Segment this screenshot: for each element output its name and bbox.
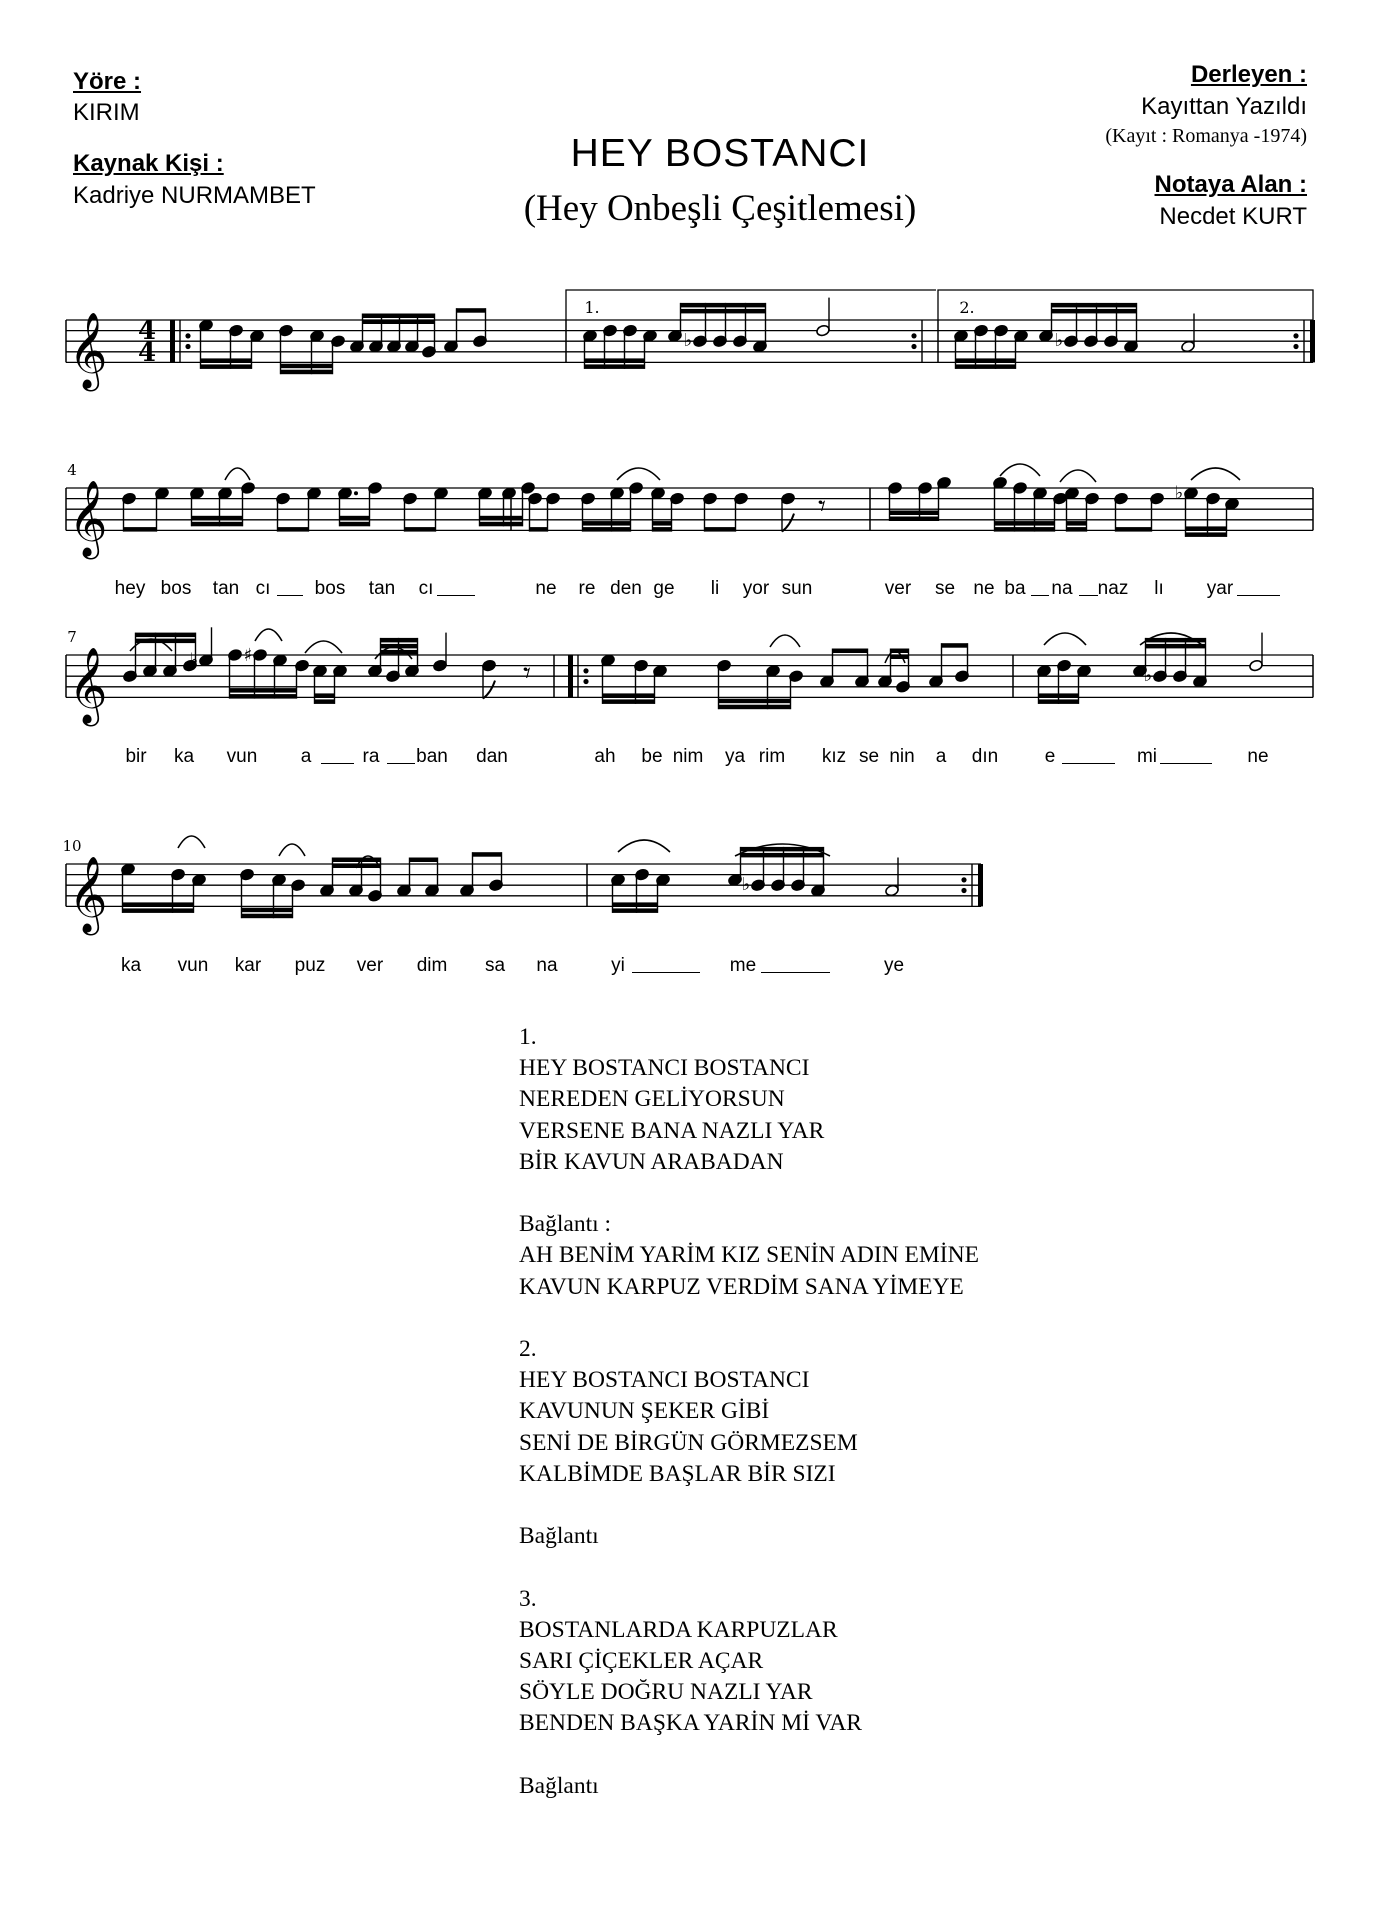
note-beam (381, 650, 418, 655)
lyric-extender-line (437, 595, 475, 596)
lyric-syllable: bos (160, 578, 192, 599)
note-beam (230, 688, 297, 693)
lyric-syllable: nim (672, 746, 704, 767)
note-beam (473, 852, 502, 857)
yore-value: KIRIM (73, 99, 140, 126)
note-beam (1146, 644, 1206, 649)
lyrics-text (519, 1022, 1219, 1802)
verse-line: 3. (519, 1585, 537, 1612)
lyric-syllable: ge (653, 578, 675, 599)
yore-label: Yöre : (73, 68, 142, 95)
note-beam (890, 517, 939, 522)
half-note (1181, 340, 1196, 353)
half-note (816, 324, 831, 337)
note-beam (891, 655, 909, 660)
lyric-syllable: dan (476, 746, 508, 767)
note-beam (201, 358, 252, 363)
lyric-syllable: mi (1136, 746, 1158, 767)
note-beam (1067, 527, 1087, 532)
lyric-syllable: lı (1154, 578, 1164, 599)
note-beam (192, 522, 243, 527)
lyric-syllable: li (710, 578, 720, 599)
repeat-dot (961, 888, 966, 893)
note-beam (653, 521, 672, 526)
repeat-start-thick (568, 655, 573, 697)
slur (225, 468, 250, 480)
lyric-extender-line (1062, 763, 1115, 764)
note-beam (613, 908, 658, 913)
lyric-syllable: rim (758, 746, 786, 767)
repeat-dot (911, 333, 916, 338)
verse-blank-line (519, 1178, 1219, 1209)
lyric-extender-line (321, 763, 354, 764)
page-title: HEY BOSTANCI (570, 132, 870, 175)
lyric-syllable: vun (226, 746, 258, 767)
note-beam (585, 364, 645, 369)
verse-line: Bağlantı (519, 1523, 599, 1550)
lyric-syllable: cı (255, 578, 271, 599)
lyric-syllable: ne (1247, 746, 1269, 767)
repeat-end-thick (978, 864, 983, 906)
repeat-dot (185, 333, 190, 338)
note-beam (585, 358, 645, 363)
note-beam (956, 364, 1016, 369)
note-beam (340, 516, 370, 521)
flat-icon: ♭ (189, 649, 199, 671)
repeat-end-thick (1310, 320, 1315, 362)
lyric-extender-line (277, 595, 303, 596)
lyric-extender-line (1160, 763, 1212, 764)
lyric-syllable: sa (484, 955, 506, 976)
repeat-dot (1293, 333, 1298, 338)
slur (1191, 468, 1240, 480)
lyric-syllable: ra (362, 746, 380, 767)
note-head (433, 659, 448, 672)
measure-number: 10 (62, 837, 82, 855)
note-beam (315, 693, 335, 698)
verse-blank-line (519, 1490, 1219, 1521)
half-note (885, 884, 900, 897)
verse-line: VERSENE BANA NAZLI YAR (519, 1117, 825, 1144)
verse-line: Bağlantı (519, 1772, 599, 1799)
lyric-syllable: sun (781, 578, 813, 599)
lyric-syllable: ne (973, 578, 995, 599)
repeat-dot (583, 679, 588, 684)
slur (770, 635, 800, 647)
lyric-syllable: ver (884, 578, 912, 599)
lyric-extender-line (1237, 595, 1280, 596)
note-beam (1052, 303, 1137, 308)
verse-line: KAVUN KARPUZ VERDİM SANA YİMEYE (519, 1273, 964, 1300)
score-marks (62, 290, 1315, 935)
lyric-syllable: ya (724, 746, 746, 767)
note-beam (719, 705, 791, 710)
note-beam (480, 516, 523, 521)
lyric-syllable: yar (1206, 578, 1234, 599)
lyric-syllable: ye (883, 955, 905, 976)
note-beam (278, 527, 309, 532)
slur (178, 836, 205, 848)
note-beam (363, 320, 435, 325)
lyric-syllable: vun (177, 955, 209, 976)
note-beam (123, 908, 194, 913)
note-head (781, 492, 796, 505)
derleyen-value: Kayıttan Yazıldı (1141, 93, 1307, 120)
lyric-syllable: bir (125, 746, 147, 767)
kaynak-kisi-label: Kaynak Kişi : (73, 150, 224, 177)
repeat-dot (185, 344, 190, 349)
lyric-syllable: tan (212, 578, 240, 599)
repeat-dot (1293, 344, 1298, 349)
measure-number: 7 (67, 628, 77, 646)
note-beam (705, 527, 736, 532)
lyric-syllable: ban (416, 746, 448, 767)
note-beam (136, 633, 196, 638)
note-beam (457, 308, 486, 313)
lyric-syllable: ba (1004, 578, 1026, 599)
half-note (1249, 659, 1264, 672)
lyric-syllable: ver (356, 955, 384, 976)
note-dot (354, 491, 358, 495)
note-beam (1067, 521, 1087, 526)
note-beam (230, 694, 297, 699)
verse-line: HEY BOSTANCI BOSTANCI (519, 1367, 810, 1394)
note-beam (681, 309, 766, 314)
slur (279, 844, 305, 856)
lyric-syllable: ka (120, 955, 142, 976)
lyric-extender-line (632, 972, 700, 973)
note-beam (1116, 527, 1152, 532)
note-beam (583, 527, 631, 532)
note-beam (242, 908, 293, 913)
note-flag (483, 681, 495, 699)
note-beam (653, 527, 672, 532)
note-beam (123, 902, 194, 907)
lyric-syllable: den (610, 578, 642, 599)
lyric-syllable: e (1044, 746, 1056, 767)
flat-icon: ♭ (1143, 665, 1153, 687)
note-head (482, 659, 497, 672)
note-beam (530, 527, 548, 532)
lyric-extender-line (761, 972, 830, 973)
lyric-extender-line (1031, 595, 1049, 596)
note-beam (363, 314, 435, 319)
note-beam (833, 649, 868, 654)
lyric-syllable: se (934, 578, 956, 599)
slur (617, 468, 660, 480)
lyric-syllable: yi (611, 955, 625, 976)
note-beam (956, 358, 1016, 363)
lyric-syllable: a (300, 746, 312, 767)
verse-line: SÖYLE DOĞRU NAZLI YAR (519, 1679, 813, 1706)
note-beam (613, 902, 658, 907)
note-beam (410, 858, 438, 863)
note-beam (315, 699, 335, 704)
notaya-alan-value: Necdet KURT (1159, 203, 1307, 230)
page-subtitle: (Hey Onbeşli Çeşitlemesi) (523, 188, 917, 229)
note-beam (603, 693, 655, 698)
verse-line: KALBİMDE BAŞLAR BİR SIZI (519, 1460, 836, 1487)
staff-systems (66, 320, 1313, 906)
verse-line: BİR KAVUN ARABADAN (519, 1148, 784, 1175)
slur (1044, 633, 1086, 645)
lyric-syllable: kız (821, 746, 847, 767)
flat-icon: ♭ (683, 330, 693, 352)
flat-icon: ♭ (1174, 482, 1184, 504)
note-beam (1052, 309, 1137, 314)
repeat-start-thick (170, 320, 175, 362)
verse-line: HEY BOSTANCI BOSTANCI (519, 1055, 810, 1082)
volta-label-1: 1. (584, 298, 600, 317)
note-beam (890, 511, 939, 516)
note-beam (1039, 693, 1079, 698)
note-beam (942, 643, 968, 648)
slur (255, 629, 282, 641)
note-beam (1039, 699, 1079, 704)
note-beam (242, 914, 293, 919)
derleyen-label: Derleyen : (1190, 61, 1307, 88)
lyric-syllable: tan (368, 578, 396, 599)
verse-line: BOSTANLARDA KARPUZLAR (519, 1616, 838, 1643)
note-beam (281, 364, 333, 369)
note-beam (681, 303, 766, 308)
note-beam (583, 521, 631, 526)
lyric-syllable: naz (1097, 578, 1129, 599)
verse-line: Bağlantı : (519, 1211, 612, 1238)
lyric-syllable: na (536, 955, 558, 976)
repeat-dot (583, 668, 588, 673)
verse-blank-line (519, 1552, 1219, 1583)
lyric-syllable: ne (535, 578, 557, 599)
lyric-syllable: ah (594, 746, 616, 767)
note-beam (741, 853, 824, 858)
note-beam (1186, 526, 1227, 531)
note-beam (719, 699, 791, 704)
time-signature-denominator: 4 (137, 338, 157, 368)
verse-blank-line (519, 1303, 1219, 1334)
verse-line: NEREDEN GELİYORSUN (519, 1086, 785, 1113)
flat-icon: ♭ (1054, 330, 1064, 352)
time-signature-numerator: 4 (137, 316, 157, 346)
eighth-rest-icon: 𝄾 (523, 656, 531, 691)
note-beam (480, 522, 523, 527)
verse-line: 1. (519, 1024, 537, 1050)
note-flag (782, 514, 794, 532)
lyric-syllable: me (729, 955, 757, 976)
lyric-extender-line (1079, 595, 1098, 596)
note-beam (340, 522, 370, 527)
note-beam (1186, 532, 1227, 537)
lyric-syllable: bos (314, 578, 346, 599)
note-beam (201, 364, 252, 369)
verse-line: BENDEN BAŞKA YARİN Mİ VAR (519, 1710, 862, 1737)
notaya-alan-label: Notaya Alan : (1154, 171, 1307, 198)
derleyen-note: (Kayıt : Romanya -1974) (1105, 125, 1307, 147)
note-beam (405, 527, 436, 532)
eighth-rest-icon: 𝄾 (818, 489, 826, 524)
note-beam (995, 521, 1055, 526)
note-beam (124, 527, 157, 532)
repeat-dot (961, 877, 966, 882)
note-beam (192, 516, 243, 521)
lyric-syllable: se (858, 746, 880, 767)
note-beam (603, 699, 655, 704)
lyric-syllable: yor (742, 578, 770, 599)
lyric-syllable: cı (418, 578, 434, 599)
lyric-syllable: kar (234, 955, 262, 976)
measure-number: 4 (67, 461, 77, 479)
lyric-syllable: be (641, 746, 663, 767)
verse-line: 2. (519, 1336, 537, 1362)
verse-blank-line (519, 1740, 1219, 1771)
slur (1000, 464, 1040, 476)
verse-line: SARI ÇİÇEKLER AÇAR (519, 1648, 764, 1674)
lyric-syllable: nin (889, 746, 915, 767)
verse-line: SENİ DE BİRGÜN GÖRMEZSEM (519, 1429, 858, 1456)
verse-line: AH BENİM YARİM KIZ SENİN ADIN EMİNE (519, 1242, 979, 1269)
lyric-syllable: dın (971, 746, 999, 767)
sharp-icon: ♯ (243, 645, 253, 666)
slur (618, 840, 670, 852)
flat-icon: ♭ (741, 874, 751, 896)
slur (1060, 470, 1096, 482)
repeat-dot (911, 344, 916, 349)
treble-clef-icon: 𝄞 (68, 479, 108, 557)
lyric-syllable: ka (173, 746, 195, 767)
verse-line: KAVUNUN ŞEKER GİBİ (519, 1398, 770, 1425)
slur (305, 641, 342, 653)
note-beam (281, 370, 333, 375)
lyric-syllable: a (935, 746, 947, 767)
treble-clef-icon: 𝄞 (68, 646, 108, 724)
lyric-syllable: re (578, 578, 596, 599)
lyric-syllable: na (1051, 578, 1073, 599)
note-beam (381, 638, 418, 643)
lyric-syllable: hey (114, 578, 146, 599)
lyric-syllable: dim (416, 955, 448, 976)
note-beam (995, 527, 1055, 532)
treble-clef-icon: 𝄞 (68, 855, 108, 933)
kaynak-kisi-value: Kadriye NURMAMBET (73, 182, 316, 209)
lyric-syllable: puz (294, 955, 326, 976)
lyric-extender-line (387, 763, 415, 764)
treble-clef-icon: 𝄞 (68, 311, 108, 389)
volta-label-2: 2. (959, 298, 975, 317)
